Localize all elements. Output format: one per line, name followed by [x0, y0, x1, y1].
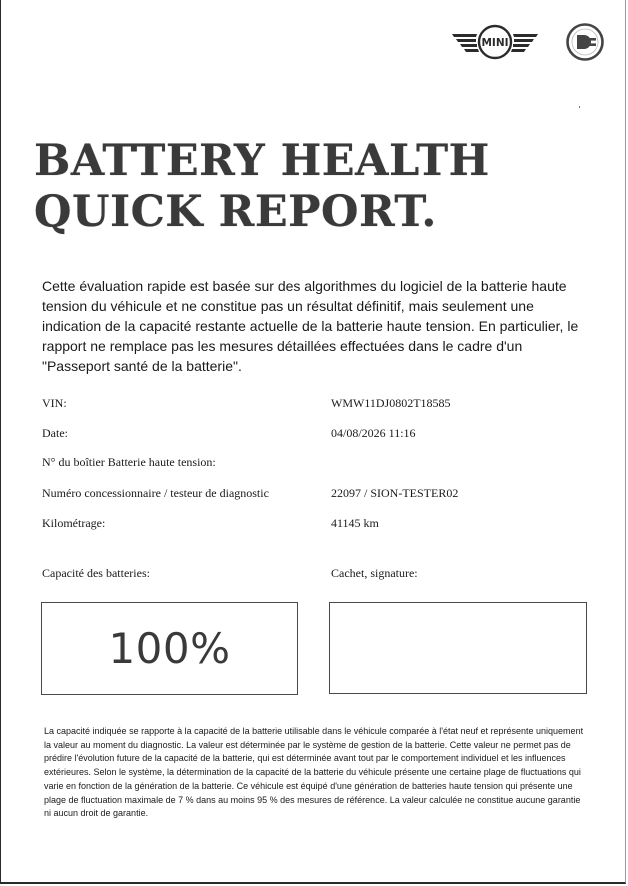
- vin-value: WMW11DJ0802T18585: [331, 396, 451, 410]
- intro-paragraph: Cette évaluation rapide est basée sur des algorithmes du logiciel de la batterie haute tension du véhicule et ne constitue pas un résultat définitif, mais seulement une indication de la capacité restante actuelle de la batterie haute tension. En particulier, le rapport ne remplace pas les mesures détaillées effectuées dans le cadre d'un "Passeport santé de la batterie".: [42, 278, 579, 374]
- scan-speck: [579, 106, 580, 108]
- date-value: 04/08/2026 11:16: [331, 426, 416, 440]
- vin-label: VIN:: [42, 396, 67, 410]
- mini-logo-text: MINI: [481, 37, 509, 50]
- title-line-2: QUICK REPORT.: [34, 187, 437, 237]
- battery-housing-label: N° du boîtier Batterie haute tension:: [42, 455, 216, 469]
- capacity-label: Capacité des batteries:: [42, 566, 150, 580]
- stamp-label: Cachet, signature:: [331, 566, 418, 580]
- capacity-box: [41, 602, 298, 695]
- disclaimer-footnote: La capacité indiquée se rapporte à la capacité de la batterie utilisable dans le véhicule comparée à l'état neuf et représente uniquement la valeur au moment du diagnostic. La valeur est déterminée par le système de gestion de la batterie. Cette valeur ne permet pas de prédire l'évolution future de la capacité de la batterie, qui est déterminée avant tout par le comportement individuel et les influences extérieures. Selon le système, la détermination de la capacité de la batterie du véhicule présente une certaine plage de fluctuations qui varie en fonction de la génération de la batterie. Ce véhicule est équipé d'une génération de batteries haute tension qui présente une plage de fluctuation maximale de 7 % dans au moins 95 % des mesures de référence. La valeur calculée ne constitue aucune garantie ni aucun droit de garantie.: [44, 726, 584, 819]
- dealer-tester-value: 22097 / SION-TESTER02: [331, 486, 459, 500]
- mini-wings-icon: [450, 22, 540, 62]
- date-label: Date:: [42, 426, 68, 440]
- capacity-value: 100%: [108, 624, 231, 673]
- report-title: [34, 136, 490, 238]
- mini-logo: [450, 22, 540, 62]
- mileage-label: Kilométrage:: [42, 516, 106, 530]
- title-line-1: BATTERY HEALTH: [34, 136, 490, 186]
- mileage-value: 41145 km: [331, 516, 379, 530]
- stamp-signature-box: [329, 602, 587, 694]
- ev-plug-icon: [565, 22, 605, 62]
- dealer-tester-label: Numéro concessionnaire / testeur de diagnostic: [42, 486, 269, 500]
